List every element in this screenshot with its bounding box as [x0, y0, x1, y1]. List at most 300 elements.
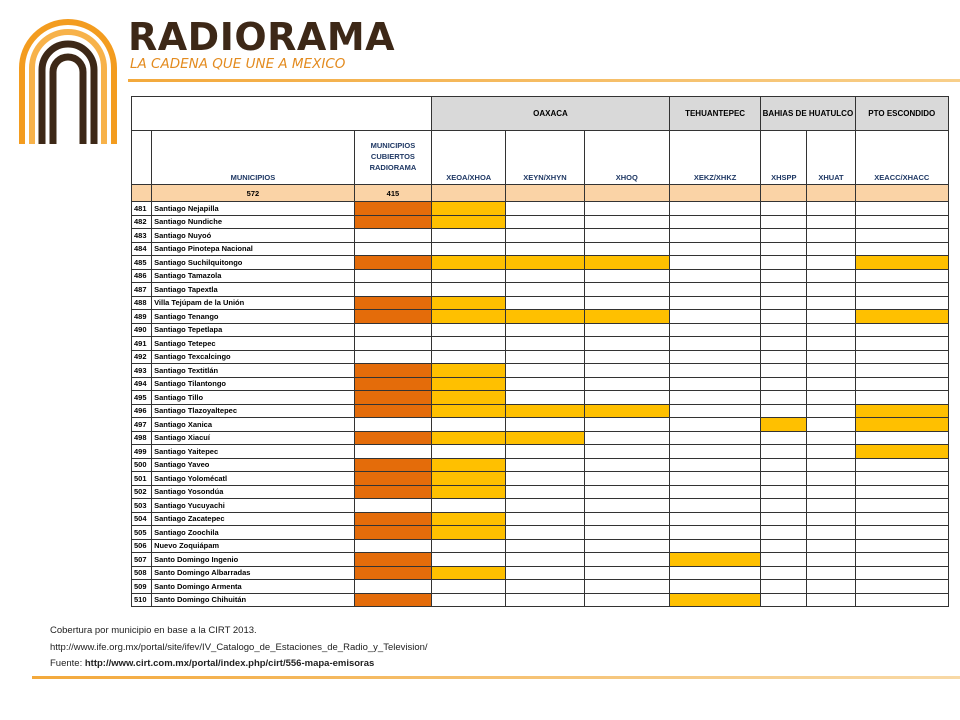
station-cell	[584, 566, 669, 580]
station-cell	[584, 323, 669, 337]
station-cell	[855, 337, 948, 351]
station-cell	[855, 499, 948, 513]
row-number: 485	[132, 256, 152, 270]
table-row	[132, 337, 949, 351]
station-cell	[855, 472, 948, 486]
header-municipios-cubiertos: MUNICIPIOS CUBIERTOS RADIORAMA	[354, 131, 431, 185]
header-station-xhuat: XHUAT	[807, 131, 855, 185]
station-cell	[506, 499, 584, 513]
station-cell	[761, 580, 807, 594]
station-cell	[855, 256, 948, 270]
table-row	[132, 431, 949, 445]
station-cell	[669, 202, 760, 216]
station-cell	[669, 431, 760, 445]
municipio-name: Santiago Yaitepec	[152, 445, 355, 459]
station-cell	[855, 553, 948, 567]
covered-cell	[354, 418, 431, 432]
station-cell	[506, 283, 584, 297]
row-number: 507	[132, 553, 152, 567]
municipio-name: Santiago Yaveo	[152, 458, 355, 472]
station-cell	[584, 283, 669, 297]
station-cell	[855, 418, 948, 432]
caption-source-link[interactable]: http://www.cirt.com.mx/portal/index.php/cirt/556-mapa-emisoras	[84, 658, 375, 669]
station-cell	[855, 310, 948, 324]
station-cell	[432, 310, 506, 324]
municipio-name: Santiago Zoochila	[152, 526, 355, 540]
station-cell	[761, 404, 807, 418]
station-cell	[584, 458, 669, 472]
municipio-name: Santiago Xanica	[152, 418, 355, 432]
station-cell	[669, 296, 760, 310]
station-cell	[855, 323, 948, 337]
coverage-table	[131, 96, 949, 607]
covered-cell	[354, 337, 431, 351]
table-row	[132, 256, 949, 270]
station-cell	[506, 323, 584, 337]
station-cell	[855, 242, 948, 256]
station-cell	[432, 539, 506, 553]
station-cell	[432, 512, 506, 526]
table-row	[132, 418, 949, 432]
station-cell	[506, 404, 584, 418]
table-row	[132, 526, 949, 540]
station-cell	[855, 283, 948, 297]
station-cell	[584, 418, 669, 432]
totals-cell	[855, 185, 948, 202]
covered-cell	[354, 215, 431, 229]
station-cell	[761, 499, 807, 513]
table-row	[132, 485, 949, 499]
station-cell	[855, 350, 948, 364]
covered-cell	[354, 458, 431, 472]
station-cell	[761, 215, 807, 229]
caption-ife-url: http://www.ife.org.mx/portal/site/ifev/IV_Catalogo_de_Estaciones_de_Radio_y_Television/	[50, 642, 428, 653]
row-number: 492	[132, 350, 152, 364]
municipio-name: Santiago Nejapilla	[152, 202, 355, 216]
station-cell	[584, 404, 669, 418]
municipio-name: Nuevo Zoquiápam	[152, 539, 355, 553]
row-number: 490	[132, 323, 152, 337]
station-cell	[855, 269, 948, 283]
station-cell	[669, 269, 760, 283]
station-cell	[761, 202, 807, 216]
station-cell	[669, 553, 760, 567]
header-divider	[128, 79, 960, 82]
station-cell	[506, 310, 584, 324]
station-cell	[506, 256, 584, 270]
row-number: 495	[132, 391, 152, 405]
table-row	[132, 323, 949, 337]
covered-cell	[354, 323, 431, 337]
station-cell	[506, 566, 584, 580]
municipio-name: Santiago Tepetlapa	[152, 323, 355, 337]
station-cell	[807, 566, 855, 580]
row-number: 496	[132, 404, 152, 418]
row-number: 493	[132, 364, 152, 378]
station-cell	[761, 418, 807, 432]
municipio-name: Santiago Tenango	[152, 310, 355, 324]
row-number: 502	[132, 485, 152, 499]
station-cell	[761, 256, 807, 270]
group-header-row	[132, 97, 949, 131]
station-cell	[807, 377, 855, 391]
station-cell	[807, 512, 855, 526]
caption-source-prefix: Fuente:	[50, 658, 85, 669]
municipio-name: Santiago Nuyoó	[152, 229, 355, 243]
station-cell	[584, 553, 669, 567]
station-cell	[432, 269, 506, 283]
station-cell	[669, 566, 760, 580]
station-cell	[807, 269, 855, 283]
station-cell	[807, 350, 855, 364]
station-cell	[506, 472, 584, 486]
municipio-name: Santiago Tamazola	[152, 269, 355, 283]
table-row	[132, 269, 949, 283]
station-cell	[669, 526, 760, 540]
covered-cell	[354, 202, 431, 216]
station-cell	[807, 485, 855, 499]
station-cell	[506, 242, 584, 256]
table-row	[132, 310, 949, 324]
station-cell	[807, 256, 855, 270]
station-cell	[584, 580, 669, 594]
row-number: 488	[132, 296, 152, 310]
row-number: 501	[132, 472, 152, 486]
header-num-blank	[132, 131, 152, 185]
station-cell	[761, 566, 807, 580]
station-cell	[855, 296, 948, 310]
station-cell	[506, 350, 584, 364]
station-cell	[669, 499, 760, 513]
municipio-name: Santo Domingo Armenta	[152, 580, 355, 594]
brand-tagline: LA CADENA QUE UNE A MEXICO	[130, 56, 346, 72]
totals-cell	[807, 185, 855, 202]
municipio-name: Santo Domingo Albarradas	[152, 566, 355, 580]
covered-cell	[354, 364, 431, 378]
station-cell	[855, 202, 948, 216]
station-cell	[761, 296, 807, 310]
station-cell	[761, 431, 807, 445]
station-cell	[807, 364, 855, 378]
station-cell	[584, 364, 669, 378]
row-number: 481	[132, 202, 152, 216]
row-number: 510	[132, 593, 152, 607]
station-cell	[807, 539, 855, 553]
caption-coverage: Cobertura por municipio en base a la CIRT 2013.	[50, 625, 257, 636]
station-cell	[584, 256, 669, 270]
covered-cell	[354, 512, 431, 526]
total-municipios: 572	[152, 185, 355, 202]
station-cell	[584, 539, 669, 553]
covered-cell	[354, 296, 431, 310]
table-row	[132, 512, 949, 526]
station-cell	[761, 350, 807, 364]
station-cell	[584, 350, 669, 364]
row-number: 497	[132, 418, 152, 432]
station-cell	[506, 485, 584, 499]
totals-cell	[432, 185, 506, 202]
station-cell	[855, 445, 948, 459]
station-cell	[669, 215, 760, 229]
municipio-name: Santiago Textitlán	[152, 364, 355, 378]
covered-cell	[354, 391, 431, 405]
table-row	[132, 377, 949, 391]
station-cell	[584, 485, 669, 499]
station-cell	[807, 418, 855, 432]
header-station-xhspp: XHSPP	[761, 131, 807, 185]
station-cell	[432, 431, 506, 445]
municipio-name: Santiago Tlazoyaltepec	[152, 404, 355, 418]
station-cell	[669, 377, 760, 391]
station-cell	[432, 256, 506, 270]
row-number: 483	[132, 229, 152, 243]
table-row	[132, 472, 949, 486]
table-row	[132, 391, 949, 405]
header-station-xekz: XEKZ/XHKZ	[669, 131, 760, 185]
station-cell	[761, 337, 807, 351]
station-cell	[807, 593, 855, 607]
station-cell	[761, 458, 807, 472]
header-station-xeyn: XEYN/XHYN	[506, 131, 584, 185]
table-row	[132, 242, 949, 256]
station-cell	[584, 431, 669, 445]
table-row	[132, 593, 949, 607]
station-cell	[855, 580, 948, 594]
municipio-name: Santiago Tilantongo	[152, 377, 355, 391]
covered-cell	[354, 553, 431, 567]
table-row	[132, 458, 949, 472]
station-cell	[855, 364, 948, 378]
group-header-blank	[132, 97, 432, 131]
totals-cell	[669, 185, 760, 202]
station-cell	[855, 229, 948, 243]
station-cell	[807, 283, 855, 297]
row-number: 489	[132, 310, 152, 324]
station-cell	[807, 580, 855, 594]
table-row	[132, 364, 949, 378]
station-cell	[669, 593, 760, 607]
station-cell	[855, 215, 948, 229]
station-cell	[807, 229, 855, 243]
covered-cell	[354, 566, 431, 580]
station-cell	[506, 580, 584, 594]
station-cell	[506, 445, 584, 459]
station-cell	[432, 553, 506, 567]
station-cell	[584, 310, 669, 324]
municipio-name: Villa Tejúpam de la Unión	[152, 296, 355, 310]
row-number: 508	[132, 566, 152, 580]
station-cell	[432, 377, 506, 391]
station-cell	[761, 283, 807, 297]
station-cell	[761, 485, 807, 499]
station-cell	[855, 404, 948, 418]
station-cell	[506, 202, 584, 216]
totals-cell	[506, 185, 584, 202]
totals-row	[132, 185, 949, 202]
station-cell	[432, 445, 506, 459]
station-cell	[432, 350, 506, 364]
station-cell	[669, 458, 760, 472]
covered-cell	[354, 593, 431, 607]
table-row	[132, 350, 949, 364]
station-cell	[506, 215, 584, 229]
station-cell	[807, 472, 855, 486]
station-cell	[855, 512, 948, 526]
station-cell	[432, 202, 506, 216]
table-row	[132, 445, 949, 459]
coverage-table-body	[132, 97, 949, 607]
station-cell	[506, 553, 584, 567]
row-number: 509	[132, 580, 152, 594]
header-municipios: MUNICIPIOS	[152, 131, 355, 185]
station-cell	[432, 323, 506, 337]
header-station-xeacc: XEACC/XHACC	[855, 131, 948, 185]
municipio-name: Santiago Pinotepa Nacional	[152, 242, 355, 256]
municipio-name: Santiago Tillo	[152, 391, 355, 405]
covered-cell	[354, 242, 431, 256]
table-row	[132, 215, 949, 229]
station-cell	[584, 472, 669, 486]
station-cell	[506, 593, 584, 607]
station-cell	[807, 323, 855, 337]
station-cell	[669, 323, 760, 337]
table-row	[132, 283, 949, 297]
covered-cell	[354, 539, 431, 553]
caption-source	[50, 659, 374, 669]
station-cell	[761, 539, 807, 553]
station-cell	[761, 553, 807, 567]
station-cell	[584, 202, 669, 216]
table-row	[132, 202, 949, 216]
station-cell	[807, 337, 855, 351]
station-cell	[761, 242, 807, 256]
municipio-name: Santiago Yosondúa	[152, 485, 355, 499]
station-cell	[807, 458, 855, 472]
station-cell	[807, 391, 855, 405]
group-pto-escondido: PTO ESCONDIDO	[855, 97, 948, 131]
station-cell	[669, 512, 760, 526]
station-cell	[506, 296, 584, 310]
table-row	[132, 566, 949, 580]
station-cell	[506, 458, 584, 472]
station-cell	[855, 377, 948, 391]
station-cell	[506, 526, 584, 540]
station-cell	[584, 242, 669, 256]
station-cell	[761, 593, 807, 607]
covered-cell	[354, 580, 431, 594]
station-cell	[855, 391, 948, 405]
station-cell	[432, 364, 506, 378]
station-cell	[761, 323, 807, 337]
covered-cell	[354, 499, 431, 513]
station-cell	[432, 593, 506, 607]
station-cell	[669, 418, 760, 432]
station-cell	[761, 445, 807, 459]
row-number: 506	[132, 539, 152, 553]
station-cell	[506, 539, 584, 553]
station-cell	[584, 391, 669, 405]
station-cell	[669, 580, 760, 594]
station-cell	[584, 296, 669, 310]
table-row	[132, 404, 949, 418]
station-cell	[432, 485, 506, 499]
station-cell	[855, 566, 948, 580]
station-cell	[807, 404, 855, 418]
station-cell	[584, 526, 669, 540]
row-number: 504	[132, 512, 152, 526]
station-cell	[807, 310, 855, 324]
row-number: 482	[132, 215, 152, 229]
station-cell	[669, 539, 760, 553]
station-cell	[807, 526, 855, 540]
covered-cell	[354, 350, 431, 364]
covered-cell	[354, 256, 431, 270]
station-cell	[584, 499, 669, 513]
covered-cell	[354, 431, 431, 445]
station-cell	[855, 458, 948, 472]
station-cell	[669, 229, 760, 243]
station-cell	[807, 445, 855, 459]
covered-cell	[354, 229, 431, 243]
covered-cell	[354, 377, 431, 391]
municipio-name: Santiago Zacatepec	[152, 512, 355, 526]
station-cell	[761, 310, 807, 324]
station-cell	[432, 472, 506, 486]
station-cell	[807, 242, 855, 256]
station-cell	[506, 364, 584, 378]
station-cell	[432, 296, 506, 310]
group-tehuantepec: TEHUANTEPEC	[669, 97, 760, 131]
station-cell	[761, 229, 807, 243]
station-cell	[855, 431, 948, 445]
table-row	[132, 296, 949, 310]
table-row	[132, 580, 949, 594]
group-oaxaca: OAXACA	[432, 97, 670, 131]
station-cell	[761, 472, 807, 486]
municipio-name: Santiago Tetepec	[152, 337, 355, 351]
station-cell	[506, 269, 584, 283]
brand-name: RADIORAMA	[128, 15, 396, 59]
total-cubiertos: 415	[354, 185, 431, 202]
station-cell	[432, 215, 506, 229]
row-number: 484	[132, 242, 152, 256]
station-cell	[506, 229, 584, 243]
station-cell	[669, 256, 760, 270]
coverage-table-container	[131, 96, 949, 607]
covered-cell	[354, 310, 431, 324]
station-cell	[506, 337, 584, 351]
station-cell	[669, 445, 760, 459]
covered-cell	[354, 404, 431, 418]
column-header-row	[132, 131, 949, 185]
table-row	[132, 553, 949, 567]
municipio-name: Santo Domingo Ingenio	[152, 553, 355, 567]
station-cell	[432, 404, 506, 418]
row-number: 503	[132, 499, 152, 513]
station-cell	[506, 418, 584, 432]
station-cell	[855, 485, 948, 499]
station-cell	[669, 310, 760, 324]
row-number: 494	[132, 377, 152, 391]
station-cell	[807, 431, 855, 445]
station-cell	[506, 512, 584, 526]
station-cell	[432, 418, 506, 432]
station-cell	[432, 242, 506, 256]
station-cell	[807, 296, 855, 310]
station-cell	[432, 499, 506, 513]
station-cell	[432, 580, 506, 594]
row-number: 500	[132, 458, 152, 472]
